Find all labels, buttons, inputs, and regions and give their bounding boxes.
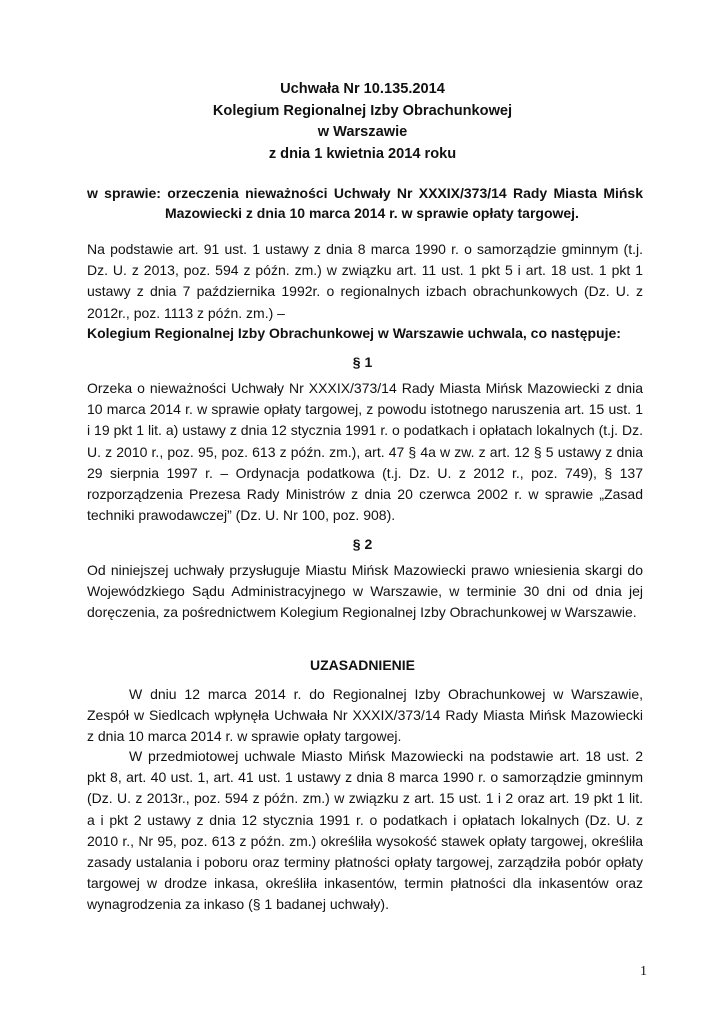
justification-heading: UZASADNIENIE [309, 657, 415, 673]
resolution-number: Uchwała Nr 10.135.2014 [280, 81, 445, 97]
page-number: 1 [640, 964, 647, 979]
section-1-text: Orzeka o nieważności Uchwały Nr XXXIX/373/14 Rady Miasta Mińsk Mazowiecki z dnia 10 marca 2014 r. w sprawie opłaty targowej, z powodu istotnego naruszenia art. 15 ust. 1 i 19 pkt 1 lit. a) ustawy z dnia 12 stycznia 1991 r. o podatkach i opłatach lokalnych (t.j. Dz. U. z 2010 r., poz. 95, poz. 613 z późn. zm.), art. 47 § 4a w zw. z art. 12 § 5 ustawy z dnia 29 sierpnia 1997 r. – Ordynacja podatkowa (t.j. Dz. U. z 2012 r., poz. 749), § 137 rozporządzenia Prezesa Rady Ministrów z dnia 20 czerwca 2002 r. w sprawie „Zasad techniki prawodawczej” (Dz. U. Nr 100, poz. 908). [87, 380, 643, 524]
subject-line-1: w sprawie: orzeczenia nieważności Uchwały Nr XXXIX/373/14 Rady Miasta Mińsk [87, 185, 643, 201]
document-title [0, 79, 725, 165]
justification-paragraph-1: W dniu 12 marca 2014 r. do Regionalnej Izby Obrachunkowej w Warszawie, Zespół w Siedlcach wpłynęła Uchwała Nr XXXIX/373/14 Rady Miasta Mińsk Mazowiecki z dnia 10 marca 2014 r. w sprawie opłaty targowej. [87, 686, 643, 745]
subject-block [87, 183, 643, 223]
section-2-text: Od niniejszej uchwały przysługuje Miastu Mińsk Mazowiecki prawo wniesienia skargi do Wojewódzkiego Sądu Administracyjnego w Warszawie, w terminie 30 dni od dnia jej doręczenia, za pośrednictwem Kolegium Regionalnej Izby Obrachunkowej w Warszawie. [87, 562, 643, 621]
subject-line-2: Mazowiecki z dnia 10 marca 2014 r. w sprawie opłaty targowej. [165, 205, 579, 221]
section-2-mark: § 2 [352, 536, 373, 552]
legal-basis-paragraph: Na podstawie art. 91 ust. 1 ustawy z dnia 8 marca 1990 r. o samorządzie gminnym (t.j. Dz. U. z 2013, poz. 594 z późn. zm.) w związku art. 11 ust. 1 pkt 5 i art. 18 ust. 1 pkt 1 ustawy z dnia 7 października 1992r. o regionalnych izbach obrachunkowych (Dz. U. z 2012r., poz. 1113 z późn. zm.) – [87, 241, 643, 321]
resolution-date: z dnia 1 kwietnia 2014 roku [268, 145, 457, 162]
issuing-body: Kolegium Regionalnej Izby Obrachunkowej [212, 102, 513, 119]
issuing-location: w Warszawie [317, 124, 408, 140]
justification-paragraph-2: W przedmiotowej uchwale Miasto Mińsk Mazowiecki na podstawie art. 18 ust. 2 pkt 8, art. 40 ust. 1, art. 41 ust. 1 ustawy z dnia 8 marca 1990 r. o samorządzie gminnym (Dz. U. z 2013r., poz. 594 z późn. zm.) w związku z art. 15 ust. 1 i 2 oraz art. 19 pkt 1 lit. a i pkt 2 ustawy z dnia 12 stycznia 1991 r. o podatkach i opłatach lokalnych (Dz. U. z 2010 r., Nr 95, poz. 613 z późn. zm.) określiła wysokość stawek opłaty targowej, określiła zasady ustalania i poboru oraz terminy płatności opłaty targowej, zarządziła pobór opłaty targowej w drodze inkasa, określiła inkasentów, termin płatności dla inkasentów oraz wynagrodzenia za inkaso (§ 1 badanej uchwały). [87, 748, 643, 913]
resolution-statement: Kolegium Regionalnej Izby Obrachunkowej w Warszawie uchwala, co następuje: [87, 325, 621, 341]
section-1-mark: § 1 [352, 354, 373, 370]
